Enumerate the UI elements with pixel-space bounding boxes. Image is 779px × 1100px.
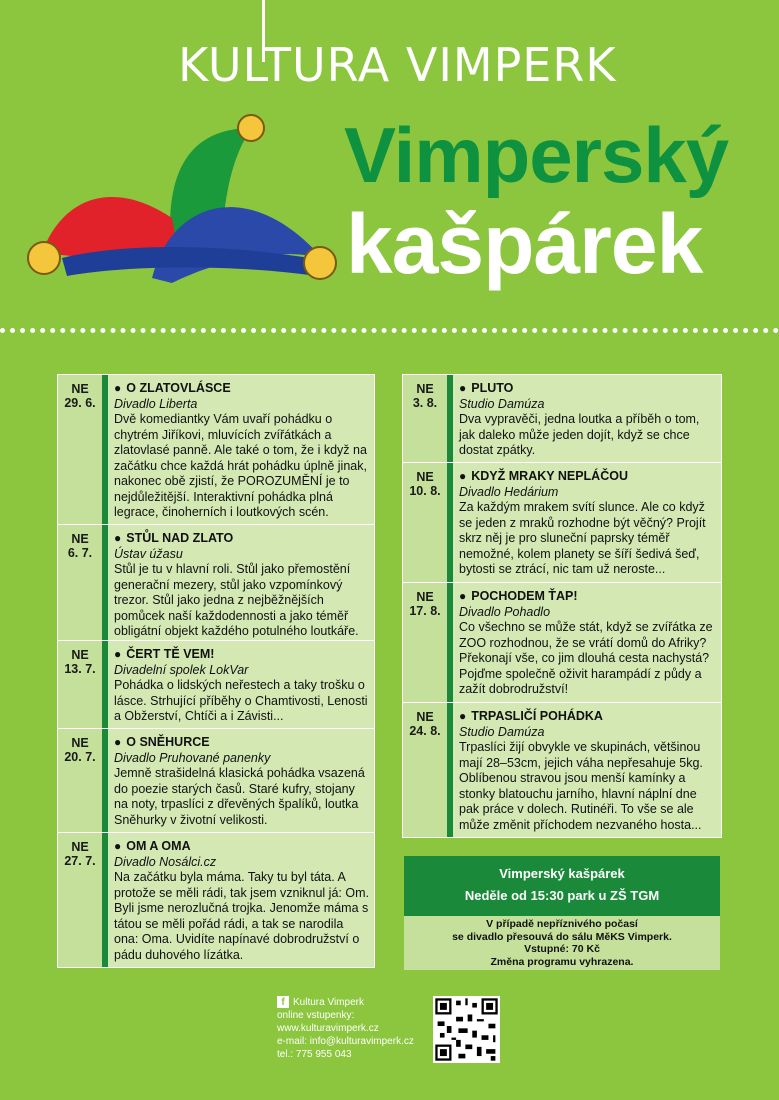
program-content	[108, 375, 374, 524]
program-title: ● KDYŽ MRAKY NEPLÁČOU	[459, 469, 717, 485]
qr-code-icon[interactable]	[433, 996, 500, 1063]
venue-note: se divadlo přesouvá do sálu MěKS Vimperk.	[452, 930, 672, 943]
contact-block	[277, 996, 414, 1061]
program-company: Divadlo Liberta	[114, 396, 198, 411]
tickets-label: online vstupenky:	[277, 1010, 355, 1021]
program-date: NE 10. 8.	[403, 463, 447, 582]
program-right-column	[402, 374, 722, 838]
program-left-column	[57, 374, 375, 968]
program-desc: Pohádka o lidských neřestech a taky trošku o lásce. Strhující příběhy o Chamtivosti, Lenosti a Obžerství, Chtíči a i Závisti...	[114, 678, 368, 723]
program-content	[453, 375, 721, 462]
title-line2: kašpárek	[346, 197, 703, 291]
program-row	[58, 375, 374, 525]
program-date: NE 17. 8.	[403, 583, 447, 702]
program-date: NE 6. 7.	[58, 525, 102, 640]
program-desc: Za každým mrakem svítí slunce. Ale co když se jeden z mraků rozhodne být věčný? Projít skrz něj je pro sluneční paprsky téměř nemožné, kolem planety se šíří šedivá šeď, bytosti se ztrácí, nic tam už neroste...	[459, 500, 706, 576]
event-name: Vimperský kašpárek	[499, 866, 625, 881]
website-link[interactable]: www.kulturavimperk.cz	[277, 1023, 379, 1034]
program-company: Studio Damúza	[459, 396, 545, 411]
event-time: Neděle od 15:30 park u ZŠ TGM	[464, 888, 660, 903]
email-link[interactable]: e-mail: info@kulturavimperk.cz	[277, 1036, 414, 1047]
program-content	[453, 463, 721, 582]
program-content	[453, 703, 721, 837]
dotted-divider	[0, 328, 779, 334]
program-company: Divadelní spolek LokVar	[114, 662, 249, 677]
program-title: ● PLUTO	[459, 381, 717, 397]
program-row	[58, 525, 374, 641]
program-row	[58, 641, 374, 729]
weather-note: V případě nepříznivého počasí	[486, 918, 638, 930]
program-row	[403, 583, 721, 703]
program-desc: Na začátku byla máma. Taky tu byl táta. A protože se měli rádi, tak jsem vzniknul já: Om. Byli jsme nerozlučná trojka. Jenomže máma s tátou se měli pořád rádi, a tak se narodila ona: Oma. Uvidíte napínavé dobrodružství o pádu duhového lízátka.	[114, 870, 369, 962]
program-company: Studio Damúza	[459, 724, 545, 739]
program-content	[108, 525, 374, 640]
program-content	[453, 583, 721, 702]
program-title: ● TRPASLIČÍ POHÁDKA	[459, 709, 717, 725]
program-date: NE 27. 7.	[58, 833, 102, 967]
program-company: Divadlo Pruhované panenky	[114, 750, 271, 765]
program-date: NE 20. 7.	[58, 729, 102, 832]
program-title: ● STŮL NAD ZLATO	[114, 531, 370, 547]
admission-note: Vstupné: 70 Kč	[524, 943, 600, 955]
program-desc: Co všechno se může stát, když se zvířátka ze ZOO rozhodnou, že se vrátí domů do Afriky? Překonají vše, co jim dlouhá cesta nachystá? Pojďme společně oživit harampádí z půdy a zažít dobrodružství!	[459, 620, 713, 696]
phone-number: tel.: 775 955 043	[277, 1049, 352, 1060]
program-title: ● O ZLATOVLÁSCE	[114, 381, 370, 397]
facebook-link[interactable]: Kultura Vimperk	[293, 997, 364, 1008]
program-company: Divadlo Pohadlo	[459, 604, 551, 619]
event-note-box	[404, 916, 720, 970]
facebook-icon: f	[277, 996, 289, 1008]
program-desc: Stůl je tu v hlavní roli. Stůl jako přemostění generační mezery, stůl jako vzpomínkový trezor. Stůl jako jedna z nejběžnějších pomůcek naší každodennosti a jako téměř obligátní objekt každého potulného loutkáře.	[114, 562, 359, 638]
program-row	[403, 703, 721, 837]
program-content	[108, 729, 374, 832]
program-row	[403, 463, 721, 583]
program-desc: Dvě komediantky Vám uvaří pohádku o chytrém Jiříkovi, mluvících zvířátkách a zlatovlasé panně. Ale také o tom, že i když na začátku chce každá hrát pohádku úplně jinak, nakonec obě zjistí, že POROZUMĚNÍ je to nejdůležitější. Interaktivní pohádka plná legrace, činoherních i loutkových scén.	[114, 412, 367, 519]
program-date: NE 3. 8.	[403, 375, 447, 462]
program-date: NE 24. 8.	[403, 703, 447, 837]
program-desc: Jemně strašidelná klasická pohádka vsazená do poezie starých časů. Staré kufry, stojany na noty, trpaslíci z dřevěných špalíků, loutka Sněhurky v životní velikosti.	[114, 766, 365, 827]
program-row	[58, 729, 374, 833]
program-desc: Dva vypravěči, jedna loutka a příběh o tom, jak daleko může jeden dojít, když se chce dostat zpátky.	[459, 412, 700, 457]
program-company: Divadlo Nosálci.cz	[114, 854, 217, 869]
program-row	[403, 375, 721, 463]
jester-hat-icon	[22, 108, 352, 298]
change-note: Změna programu vyhrazena.	[490, 955, 634, 968]
title-line1: Vimperský	[344, 111, 729, 199]
program-title: ● ČERT TĚ VEM!	[114, 647, 370, 663]
brand-name: KULTURA VIMPERK	[178, 38, 617, 92]
program-date: NE 13. 7.	[58, 641, 102, 728]
event-info-box	[404, 856, 720, 916]
program-date: NE 29. 6.	[58, 375, 102, 524]
program-company: Divadlo Hedárium	[459, 484, 559, 499]
program-title: ● POCHODEM ŤAP!	[459, 589, 717, 605]
program-company: Ústav úžasu	[114, 546, 183, 561]
program-content	[108, 641, 374, 728]
program-title: ● O SNĚHURCE	[114, 735, 370, 751]
program-content	[108, 833, 374, 967]
program-desc: Trpaslíci žijí obvykle ve skupinách, většinou mají 28–53cm, jejich váha nepřesahuje 5kg. Oblíbenou stravou jsou menší kamínky a stonky blatouchu jarního, hlavní náplní dne pak práce v dolech. Rutinéři. To vše se ale může změnit příchodem nezvaného hosta...	[459, 740, 703, 832]
program-title: ● OM A OMA	[114, 839, 370, 855]
program-row	[58, 833, 374, 967]
